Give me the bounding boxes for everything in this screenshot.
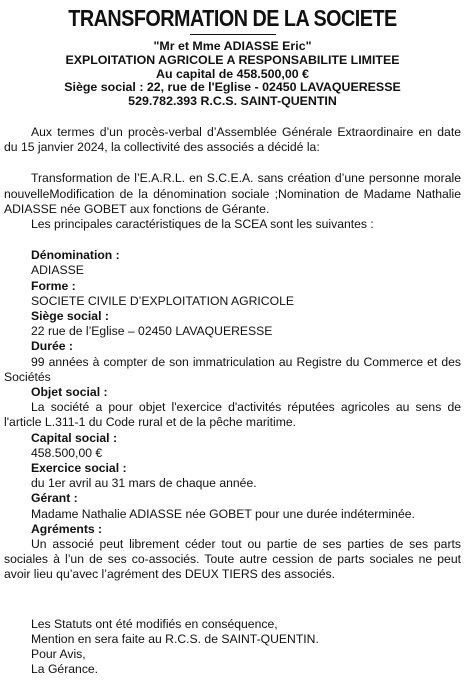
characteristics-intro: Les principales caractéristiques de la SCEA sont les suivantes : <box>31 217 374 231</box>
siege-value: 22 rue de l’Eglise – 02450 LAVAQUERESSE <box>31 324 273 339</box>
header-siege: Siège social : 22, rue de l'Eglise - 02450 LAVAQUERESSE <box>64 80 401 95</box>
header-capital: Au capital de 458.500,00 € <box>156 66 309 81</box>
notice-title: TRANSFORMATION DE LA SOCIETE <box>68 5 397 31</box>
agrements-value: Un associé peut librement céder tout ou partie de ses parties de ses parts sociales à l’un de ses co-associés. Toute autre cession de parts sociales ne peut avoir lieu qu’avec l’agrément des DEUX TIERS des associés. <box>4 537 461 582</box>
exercice-value: du 1er avril au 31 mars de chaque année. <box>31 476 257 491</box>
agrements-label: Agréments : <box>31 521 103 536</box>
capital-label: Capital social : <box>31 430 118 445</box>
capital-value: 458.500,00 € <box>31 445 103 460</box>
duree-value: 99 années à compter de son immatriculation au Registre du Commerce et des Sociétés <box>4 354 461 384</box>
header-rcs: 529.782.393 R.C.S. SAINT-QUENTIN <box>128 94 337 109</box>
intro-paragraph: Aux termes d’un procès-verbal d’Assemblée Générale Extraordinaire en date du 15 janvier 2024, la collectivité des associés a décidé la: <box>4 124 461 155</box>
characteristics-list <box>4 248 461 582</box>
closing-line-signature: La Gérance. <box>31 662 99 677</box>
siege-label: Siège social : <box>31 309 109 324</box>
decision-paragraph: Transformation de l’E.A.R.L. en S.C.E.A. sans création d’une personne morale nouvelleModification de la dénomination sociale ;Nomination de Madame Nathalie ADIASSE née GOBET aux fonctions de Gérante. <box>4 171 461 216</box>
denomination-label: Dénomination : <box>31 248 120 263</box>
gerant-value: Madame Nathalie ADIASSE née GOBET pour une durée indéterminée. <box>31 506 415 521</box>
closing-line-pour-avis: Pour Avis, <box>31 647 86 662</box>
header-owners: "Mr et Mme ADIASSE Eric" <box>153 39 312 53</box>
spacer <box>4 232 461 248</box>
gerant-label: Gérant : <box>31 491 78 506</box>
forme-value: SOCIETE CIVILE D’EXPLOITATION AGRICOLE <box>31 293 294 308</box>
company-header <box>4 40 461 109</box>
duree-label: Durée : <box>31 339 73 354</box>
spacer <box>4 155 461 171</box>
spacer <box>4 109 461 125</box>
objet-label: Objet social : <box>31 385 108 400</box>
denomination-value: ADIASSE <box>31 263 84 278</box>
exercice-label: Exercice social : <box>31 461 127 476</box>
closing-line-statuts: Les Statuts ont été modifiés en conséquence, <box>31 616 278 631</box>
header-legal-form: EXPLOITATION AGRICOLE A RESPONSABILITE LIMITEE <box>65 52 400 67</box>
spacer <box>4 583 461 617</box>
closing-line-mention: Mention en sera faite au R.C.S. de SAINT-QUENTIN. <box>31 631 319 646</box>
objet-value: La société a pour objet l'exercice d'activités réputées agricoles au sens de l'article L.311-1 du Code rural et de la pêche maritime. <box>4 400 461 430</box>
forme-label: Forme : <box>31 278 76 293</box>
closing-block <box>4 617 461 678</box>
title-divider <box>190 34 276 35</box>
